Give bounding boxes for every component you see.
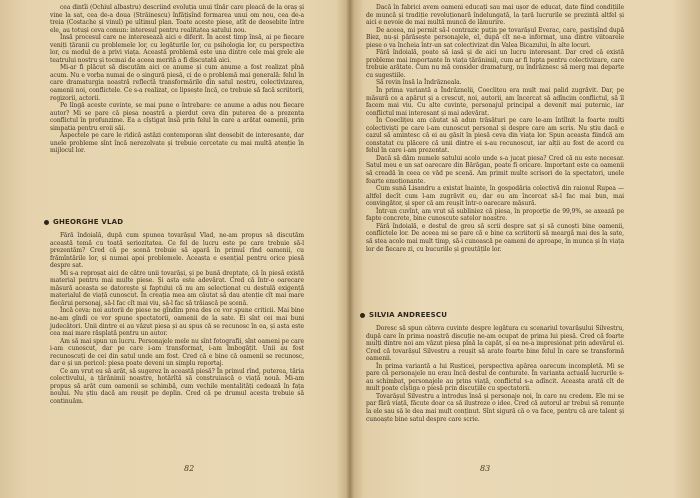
- bullet-icon: [44, 220, 49, 225]
- page-number: 83: [480, 464, 491, 473]
- paragraph: În Coeclițeu am căutat să adun trăsături pe care le-am întîlnit la foarte mulți colectiviști pe care i-am cunoscut personal și despre care am scris. Nu știu dacă e cazul să amintesc că ei au găsit în piesă ceva din viața lor. Spun aceasta fiindcă am constatat cu plăcere că unii dintre ei s-au recunoscut, iar alții au fost de acord cu felul în care i-am prezentat.: [366, 117, 624, 155]
- speaker-heading: [360, 311, 447, 319]
- paragraph: Dacă în fabrici avem oameni educați sau mai ușor de educat, date fiind condițiile de muncă și tradiție revoluționară îndelungată, la țară lucrurile se prezintă altfel și aici e nevoie de mai multă muncă de lămurire.: [366, 4, 624, 27]
- paragraph: Însă procesul care ne interesează aici e diferit. În acest timp însă, ai pe fiecare veniți țăranii cu problemele lor, cu legăturile lor, cu psihologia lor, cu perspectiva lor, cu modul de a privi viața. Această problemă este una dintre cele mai grele ale teatrului nostru și tocmai de aceea merită a fi discutată aici.: [50, 34, 304, 64]
- bullet-icon: [360, 313, 365, 318]
- right-page-body-text: [366, 325, 624, 423]
- right-page-top-text: [366, 4, 624, 253]
- paragraph: Fără îndoială, după cum spunea tovarășul Vlad, ne-am propus să discutăm această temă cu toată seriozitatea. Ce fel de lucru este pe care trebuie să-l prezentăm? Cred că pe scenă trebuie să apară în primul rînd oamenii, cu frămîntările lor, și numai apoi problemele. Aceasta e esențial pentru orice piesă despre sat.: [50, 232, 304, 270]
- paragraph: În prima variantă a lui Rusticei, perspectiva apărea oarecum incompletă. Mi se pare că personajele nu erau încă destul de conturate. În varianta actuală lucrurile s-au schimbat, personajele au prins viață, conflictul s-a adîncit. Aceasta arată cît de mult poate cîștiga o piesă prin discuțiile cu spectatorii.: [366, 362, 624, 393]
- left-page-top-text: [50, 4, 304, 155]
- paragraph: De aceea, mi permit să-l contrazic puțin pe tovarășul Everac, care, pastișînd după Biez, nu-și părăsește personajele, el, după cît ne-a informat, una dintre viitoarele piese o va încheia într-un sat colectivizat din Valea Bicazului, în alte locuri.: [366, 26, 624, 49]
- paragraph: Ce am vrut eu să arăt, să sugerez în această piesă? În primul rînd, puterea, tăria colectivului, a țărănimii noastre, hotărîtă să construiască o viață nouă. Mi-am propus să arăt cum oamenii se schimbă, cum vechile mentalități cedează în fața noului. Nu știu dacă am reușit pe deplin. Cred că pe drumul acesta trebuie să continuăm.: [50, 367, 304, 406]
- left-page-body-text: [50, 232, 304, 406]
- paragraph: Cum sună Lisandru a existat înainte, în gospodăria colectivă din raionul Rupea — altfel decît cum l-am zugrăvit eu, dar eu am încercat să-l fac mai bun, mai convingător, și sper că am reușit într-o oarecare măsură.: [366, 185, 624, 208]
- paragraph: Fără îndoială, poate să iasă și de aici un lucru interesant. Dar cred că există probleme mai importante în viața țărănimii, cum ar fi lupta pentru colectivizare, care trebuie arătate. Cum nu mă consider dramaturg, nu îndrăznesc să merg mai departe cu sugestiile.: [366, 49, 624, 79]
- paragraph: Mi s-a reproșat aici de către unii tovarăși, și pe bună dreptate, că în piesă există material pentru mai multe piese. Și asta este adevărat. Cred că într-o oarecare măsură aceasta se datorește și faptului că nu am selecționat cu destulă exigență materialul de viață cunoscut. În creația mea am căutat să dau atenție cît mai mare fiecărui personaj, să-l fac cît mai viu, să-l fac să trăiască pe scenă.: [50, 269, 304, 307]
- speaker-heading: [44, 218, 123, 226]
- speaker-name: GHEORGHE VLAD: [53, 218, 124, 226]
- paragraph: În prima variantă a Îndrăznelii, Coeclițeu era mult mai palid zugrăvit. Dar, pe măsură ce a apărut și a crescut, noi, autorii, am încercat să adîncim conflictul, să îl facem mai viu. Cu alte cuvinte, personajul principal a devenit mai puternic, iar conflictul mai interesant și mai adevărat.: [366, 87, 624, 117]
- paragraph: Dacă să dăm numele satului acolo unde s-a jucat piesa? Cred că nu este necesar. Satul meu e un sat oarecare din Bărăgan, poate fi oricare. Important este ca oamenii să creadă în ceea ce văd pe scenă. Am primit multe scrisori de la spectatori, unele foarte emoționante.: [366, 154, 624, 185]
- right-page: [350, 0, 700, 498]
- paragraph: Într-un cuvînt, am vrut să subliniez că piesa, în proporție de 99,9%, se axează pe fapte concrete, bine cunoscute satelor noastre.: [366, 207, 624, 223]
- paragraph: Am să mai spun un lucru. Personajele mele nu sînt fotografii, sînt oameni pe care i-am cunoscut, dar pe care i-am transformat, i-am îmbogățit. Unii au fost recunoscuți de cei din satul unde am fost. Cred că e bine că oamenii se recunosc, dar e și un pericol: piesa poate deveni un simplu reportaj.: [50, 337, 304, 368]
- paragraph: Doresc să spun câteva cuvinte despre legătura cu scenariul tovarășului Silvestru, după care în prima noastră discuție ne-am ocupat de prima lui piesă. Cred că foarte mulți dintre noi am văzut piesa pînă la capăt, și ea ne-a impresionat prin adevărul ei. Cred că tovarășul Silvestru a reușit să arate foarte bine felul în care se transformă oamenii.: [366, 325, 624, 363]
- paragraph: Aspectele pe care le ridică astăzi contemporan sînt deosebit de interesante, dar unele probleme sînt încă nerezolvate și trebuie cercetate cu mai multă atenție în mijlocul lor.: [50, 132, 304, 155]
- paragraph: Pe lîngă aceste cuvinte, se mai pune o întrebare: ce anume a adus nou fiecare autor? Mi se pare că piesa noastră a pierdut ceva din puterea de a prezenta conflictul în profunzime. Ea a cîștigat însă prin felul în care a arătat oamenii, prin simpatia pentru eroii săi.: [50, 102, 304, 132]
- speaker-name: SILVIA ANDREESCU: [369, 311, 448, 319]
- paragraph: Să revin însă la Îndrăzneala.: [376, 79, 462, 87]
- paragraph: Încă ceva: noi autorii de piese ne gîndim prea des ce vor spune criticii. Mai bine ne-am gîndi ce vor spune spectatorii, oamenii de la sate. Ei sînt cei mai buni judecători. Unii dintre ei au văzut piesa și au spus că se recunosc în ea, și asta este cea mai mare răsplată pentru un autor.: [50, 307, 304, 338]
- paragraph: Tovarășul Silvestru a introdus însă și personaje noi, în care nu credem. Ele mi se par fără viață, făcute doar ca să ilustreze o idee. Cred că autorul ar trebui să renunțe la ele sau să le dea mai mult conținut. Sînt sigură că o va face, pentru că are talent și cunoaște bine satul despre care scrie.: [366, 392, 624, 423]
- page-number: 82: [184, 464, 195, 473]
- paragraph: Fără îndoială, e destul de greu să scrii despre sat și să cunoști bine oamenii, conflictele lor. De aceea mi se pare că e bine ca scriitorii să meargă mai des la sate, să stea acolo mai mult timp, să-i cunoască pe oameni de aproape, în munca și în viața lor de fiecare zi, cu bucuriile și greutățile lor.: [366, 222, 624, 253]
- paragraph: Mi-ar fi plăcut să discutăm aici ce anume și cum anume a fost realizat pînă acum. Nu e vorba numai de o singură piesă, ci de o problemă mai generală: felul în care dramaturgia noastră reflectă transformările din satul nostru, colectivizarea, oamenii noi, conflictele. Ce s-a realizat, ce lipsește încă, ce trebuie să facă scriitorii, regizorii, actorii.: [50, 64, 304, 102]
- paragraph: cea dintîi (Ochiul albastru) descriind evoluția unui tînăr care pleacă de la oraș și vine la sat, cea de-a doua (Străinescu) înfățișînd formarea unui om nou, cea de-a treia (Costache și vinul) pe ultimul plan. Toate aceste piese, atît de deosebite între ele, au totuși ceva comun: interesul pentru realitatea satului nou.: [50, 4, 304, 34]
